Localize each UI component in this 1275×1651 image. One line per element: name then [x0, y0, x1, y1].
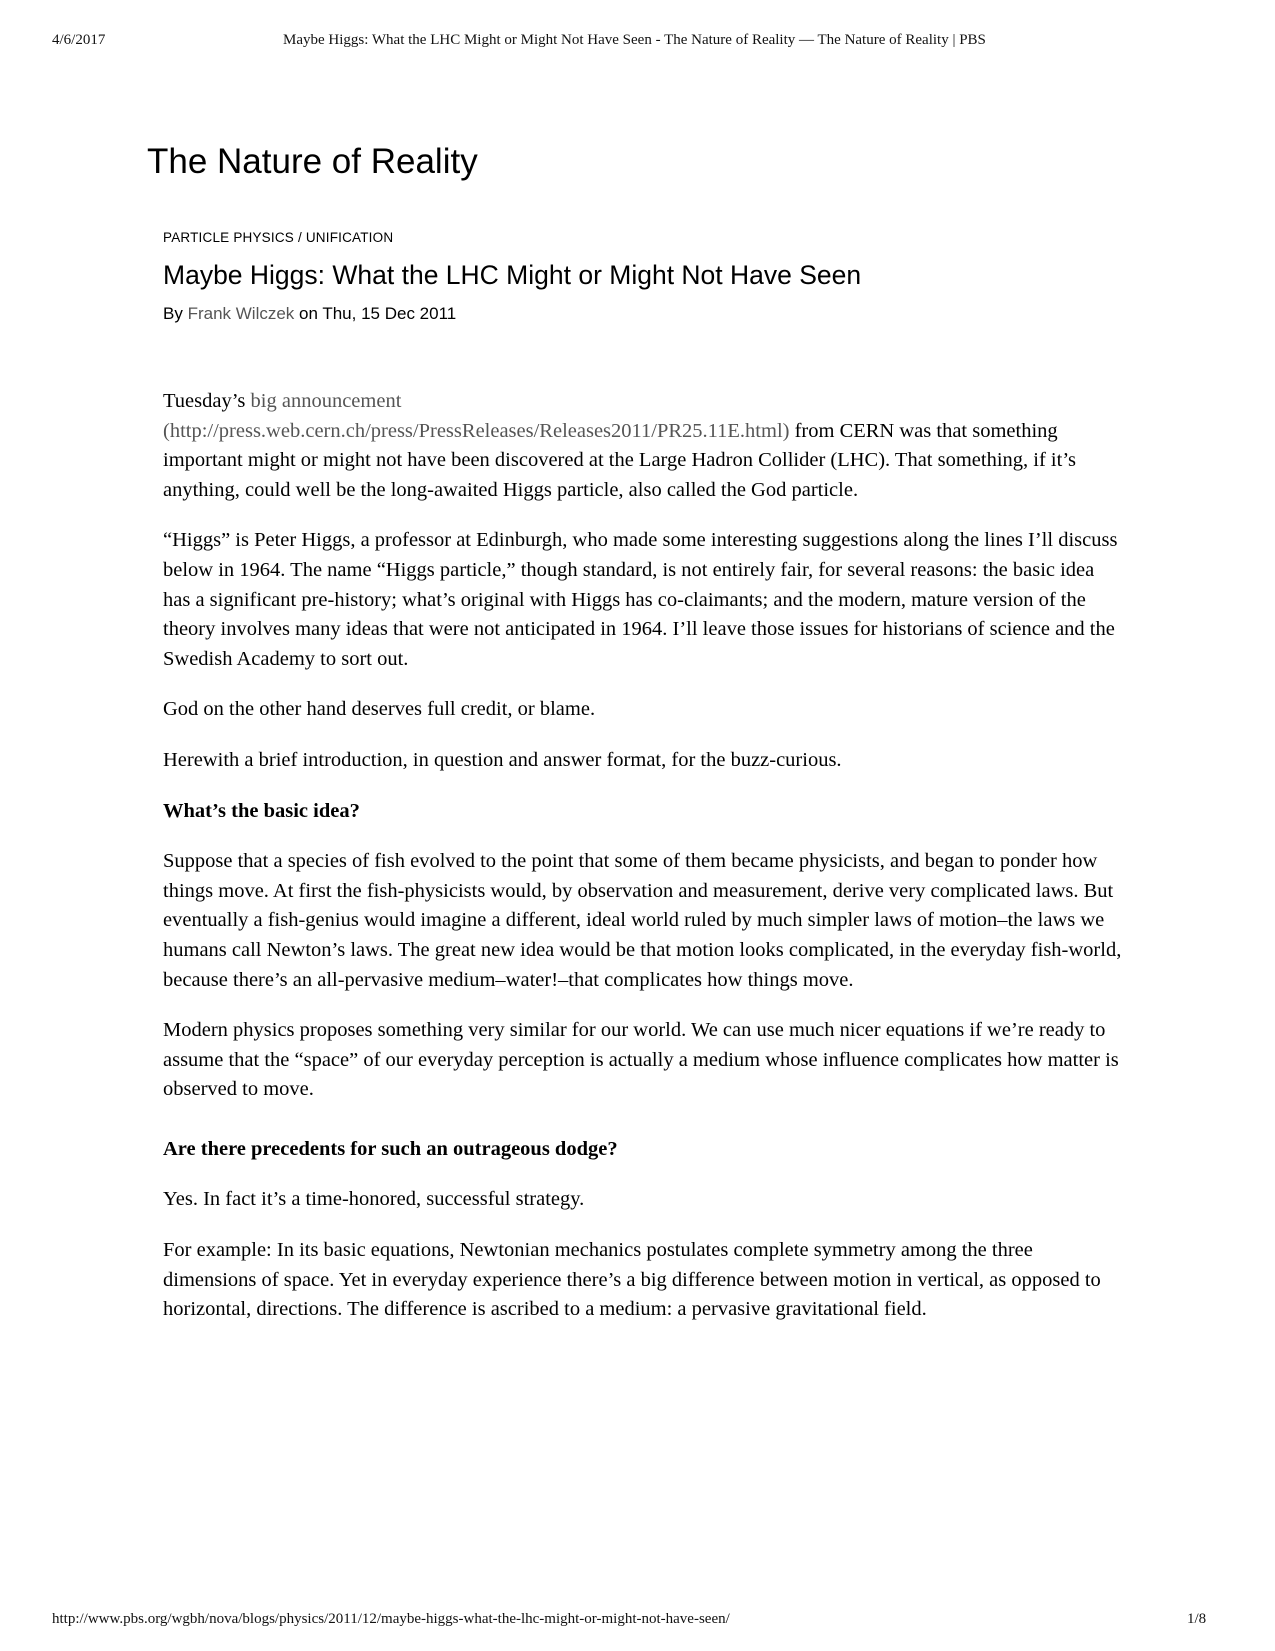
byline — [163, 304, 456, 324]
announcement-link[interactable] — [163, 390, 789, 442]
paragraph-6: Modern physics proposes something very similar for our world. We can use much nicer equations if we’re ready to assume that the “space” of our everyday perception is actually a medium whose influence complicates how matter is observed to move. — [163, 1019, 1119, 1101]
print-page-title: Maybe Higgs: What the LHC Might or Might Not Have Seen - The Nature of Reality — The Nature of Reality | PBS — [283, 32, 986, 48]
announcement-link-text[interactable]: big announcement — [250, 390, 402, 412]
paragraph-4: Herewith a brief introduction, in question and answer format, for the buzz-curious. — [163, 748, 842, 771]
announcement-link-url[interactable]: (http://press.web.cern.ch/press/PressReleases/Releases2011/PR25.11E.html) — [163, 419, 790, 442]
author-link[interactable]: Frank Wilczek — [187, 304, 295, 323]
print-date: 4/6/2017 — [52, 32, 106, 48]
byline-date: on Thu, 15 Dec 2011 — [294, 304, 457, 323]
article-headline: Maybe Higgs: What the LHC Might or Might Not Have Seen — [163, 260, 862, 290]
site-title[interactable]: The Nature of Reality — [147, 142, 478, 181]
print-url: http://www.pbs.org/wgbh/nova/blogs/physics/2011/12/maybe-higgs-what-the-lhc-might-or-might-not-have-seen/ — [52, 1611, 730, 1627]
paragraph-2: “Higgs” is Peter Higgs, a professor at Edinburgh, who made some interesting suggestions along the lines I’ll discuss below in 1964. The name “Higgs particle,” though standard, is not entirely fair, for several reasons: the basic idea has a significant pre-history; what’s original with Higgs has co-claimants; and the modern, mature version of the theory involves many ideas that were not anticipated in 1964. I’ll leave those issues for historians of science and the Swedish Academy to sort out. — [163, 529, 1118, 670]
page-number: 1/8 — [1187, 1611, 1207, 1627]
paragraph-3: God on the other hand deserves full credit, or blame. — [163, 698, 596, 721]
paragraph-8: For example: In its basic equations, Newtonian mechanics postulates complete symmetry among the three dimensions of space. Yet in everyday experience there’s a big difference between motion in vertical, as opposed to horizontal, directions. The difference is ascribed to a medium: a pervasive gravitational field. — [163, 1239, 1101, 1321]
paragraph-1 — [163, 387, 1123, 505]
question-heading-1: What’s the basic idea? — [163, 799, 360, 822]
paragraph-5: Suppose that a species of fish evolved to the point that some of them became physicists, and began to ponder how things move. At first the fish-physicists would, by observation and measurement, derive very complicated laws. But eventually a fish-genius would imagine a different, ideal world ruled by much simpler laws of motion–the laws we humans call Newton’s laws. The great new idea would be that motion looks complicated, in the everyday fish-world, because there’s an all-pervasive medium–water!–that complicates how things move. — [163, 850, 1122, 991]
question-heading-2: Are there precedents for such an outrageous dodge? — [163, 1137, 618, 1160]
paragraph-1-lead: Tuesday’s — [163, 390, 251, 412]
byline-prefix: By — [163, 304, 188, 323]
article-category[interactable]: PARTICLE PHYSICS / UNIFICATION — [163, 230, 394, 245]
paragraph-1-rest: from CERN was that something important might or might not have been discovered at the Large Hadron Collider (LHC). That something, if it’s anything, could well be the long-awaited Higgs particle, also called the God particle. — [163, 419, 1077, 501]
article-body — [163, 387, 1123, 1346]
paragraph-7: Yes. In fact it’s a time-honored, successful strategy. — [163, 1188, 585, 1211]
